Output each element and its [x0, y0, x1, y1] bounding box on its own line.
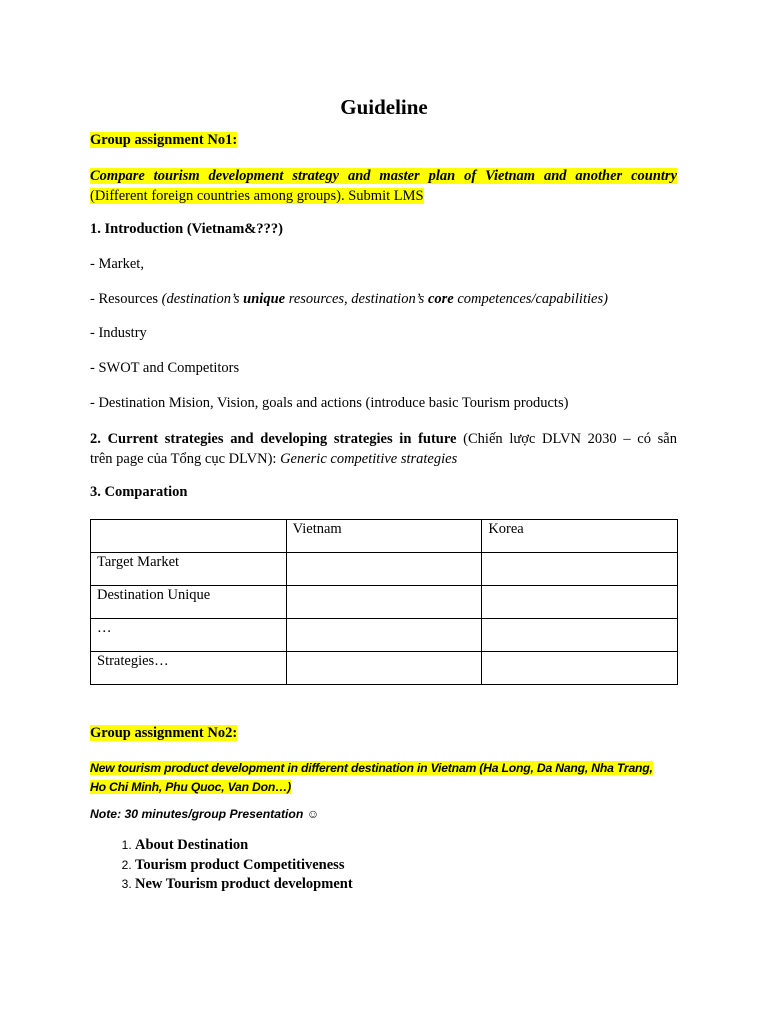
- strategies-heading: 2. Current strategies and developing strategies in future: [90, 431, 457, 447]
- assignment2-task: [90, 759, 677, 797]
- table-cell: [286, 619, 482, 652]
- comparison-table: [90, 519, 678, 685]
- table-cell: Destination Unique: [91, 586, 287, 619]
- assignment2-heading: Group assignment No2:: [90, 725, 238, 741]
- assignment2-task-line2: Ho Chi Minh, Phu Quoc, Van Don…): [90, 780, 291, 794]
- table-cell: [482, 586, 678, 619]
- assignment2-heading-wrap: [90, 725, 677, 742]
- table-row: [91, 619, 678, 652]
- smiley-icon: ☺: [306, 807, 320, 821]
- strategies-line2: trên page của Tổng cục DLVN):: [90, 451, 281, 467]
- assignment1-task: [90, 166, 677, 206]
- list-item: 3. New Tourism product development: [135, 875, 353, 895]
- table-cell: [482, 619, 678, 652]
- assignment2-note: [90, 807, 677, 821]
- bullet-resources: [90, 291, 677, 308]
- list-item: 1. About Destination: [135, 836, 353, 856]
- table-header-row: [91, 520, 678, 553]
- assignment1-heading-wrap: [90, 132, 677, 149]
- bullet-industry: - Industry: [90, 325, 147, 341]
- table-cell: …: [91, 619, 287, 652]
- table-row: [91, 553, 678, 586]
- table-cell: [286, 586, 482, 619]
- strategies-paragraph: [90, 429, 677, 469]
- table-header-cell: Vietnam: [286, 520, 482, 553]
- resources-bold-core: core: [427, 291, 454, 307]
- bullet-market: - Market,: [90, 256, 144, 272]
- resources-italic-3: competences/capabilities): [453, 291, 608, 307]
- bullet-mission: - Destination Mision, Vision, goals and actions (introduce basic Tourism products): [90, 395, 569, 411]
- resources-bold-unique: unique: [243, 291, 286, 307]
- table-header-cell: [91, 520, 287, 553]
- table-cell: [286, 553, 482, 586]
- resources-italic-1: (destination’s: [161, 291, 244, 307]
- bullet-swot: - SWOT and Competitors: [90, 360, 240, 376]
- note-text: Note: 30 minutes/group Presentation: [90, 807, 307, 821]
- assignment1-task-rest: (Different foreign countries among groups). Submit LMS: [90, 188, 424, 204]
- table-cell: Strategies…: [91, 652, 287, 685]
- table-cell: [286, 652, 482, 685]
- intro-heading: 1. Introduction (Vietnam&???): [90, 221, 283, 237]
- table-row: [91, 652, 678, 685]
- table-cell: [482, 652, 678, 685]
- strategies-plain: (Chiến lược DLVN 2030 – có sẵn: [456, 431, 677, 447]
- assignment1-task-italic: Compare tourism development strategy and master plan of Vietnam and another country: [90, 168, 677, 184]
- table-row: [91, 586, 678, 619]
- page-title: Guideline: [340, 95, 428, 119]
- assignment1-heading: Group assignment No1:: [90, 132, 238, 148]
- assignment2-task-line1: New tourism product development in different destination in Vietnam (Ha Long, Da Nang, Nha Trang,: [90, 761, 653, 775]
- assignment2-list: [90, 836, 353, 895]
- strategies-italic: Generic competitive strategies: [280, 451, 458, 467]
- table-cell: [482, 553, 678, 586]
- table-header-cell: Korea: [482, 520, 678, 553]
- table-cell: Target Market: [91, 553, 287, 586]
- list-item: 2. Tourism product Competitiveness: [135, 856, 353, 876]
- resources-italic-2: resources, destination’s: [285, 291, 428, 307]
- comparation-heading: 3. Comparation: [90, 484, 188, 500]
- resources-prefix: - Resources: [90, 291, 162, 307]
